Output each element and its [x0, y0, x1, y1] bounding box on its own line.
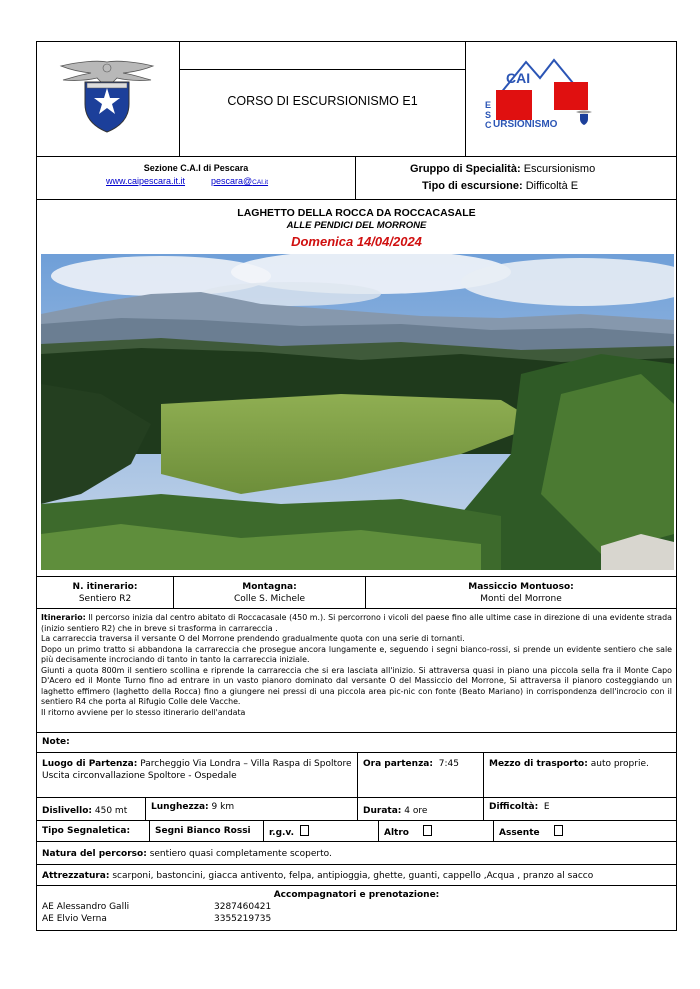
- description-para-1: [41, 613, 672, 634]
- logo-cai-text: CAI: [506, 70, 531, 86]
- transport-label: Mezzo di trasporto:: [489, 759, 588, 769]
- description-label: Itinerario:: [41, 613, 86, 622]
- description-para-3: Dopo un primo tratto si abbandona la carrareccia che prosegue ancora lungamente e, seguendo i segni bianco-rossi, si prende un evidente sentiero che sale più decisamente incrociando di tanto in tanto la carrareccia iniziale.: [41, 644, 672, 664]
- section-name: Sezione C.A.I di Pescara: [143, 163, 249, 173]
- itinerary-cell: [36, 576, 174, 609]
- transport-value: auto proprie.: [590, 759, 649, 769]
- guide-row: [42, 913, 671, 925]
- itinerary-value: Sentiero R2: [78, 594, 132, 604]
- departure-cell: [36, 752, 358, 798]
- duration-label: Durata:: [363, 806, 402, 816]
- logo-escursionismo-text: URSIONISMO: [493, 119, 558, 130]
- notes-label: Note:: [42, 737, 70, 747]
- header-title-topline: [180, 69, 465, 70]
- cai-escursionismo-logo-icon: [482, 54, 622, 144]
- departure-value: Parcheggio Via Londra – Villa Raspa di Spoltore: [140, 759, 352, 769]
- length-cell: [145, 797, 358, 821]
- rgv-cell: [263, 820, 379, 842]
- massif-label: Massiccio Montuoso:: [468, 582, 574, 592]
- description-text-1: Il percorso inizia dal centro abitato di Roccacasale (450 m.). Si percorrono i vicoli del paese fino alle ultime case in direzione di una evidente strada (inizio sentiero R2) che in breve si trasforma in carrareccia .: [41, 613, 672, 633]
- guides-title: Accompagnatori e prenotazione:: [273, 890, 440, 900]
- start-time-cell: [357, 752, 484, 798]
- specialty-row: [410, 163, 595, 175]
- absent-label: Assente: [499, 828, 540, 838]
- section-email-link[interactable]: [211, 176, 268, 188]
- signage-label-cell: [36, 820, 150, 842]
- landscape-photo: [41, 254, 674, 570]
- equipment-label: Attrezzatura:: [42, 871, 110, 881]
- description-para-5: Il ritorno avviene per lo stesso itinerario dell'andata: [41, 707, 246, 717]
- guide-name: AE Alessandro Galli: [42, 902, 130, 912]
- rgv-label: r.g.v.: [269, 828, 294, 838]
- massif-value: Monti del Morrone: [480, 594, 562, 604]
- length-value: 9 km: [211, 802, 235, 812]
- nature-label: Natura del percorso:: [42, 849, 147, 859]
- itinerary-label: N. itinerario:: [72, 582, 138, 592]
- type-value: Difficoltà E: [525, 180, 579, 192]
- massif-cell: [365, 576, 677, 609]
- absent-cell: [493, 820, 677, 842]
- other-label: Altro: [384, 828, 409, 838]
- email-domain: CAI.it: [252, 179, 269, 186]
- transport-cell: [483, 752, 677, 798]
- guide-phone: 3355219735: [214, 914, 272, 924]
- other-checkbox[interactable]: [423, 825, 432, 836]
- start-time-label: Ora partenza:: [363, 759, 433, 769]
- excursion-subtitle: ALLE PENDICI DEL MORRONE: [286, 220, 427, 231]
- absent-checkbox[interactable]: [554, 825, 563, 836]
- signage-label: Tipo Segnaletica:: [42, 826, 131, 836]
- header-logo-right-box: [465, 41, 677, 157]
- difficulty-label: Difficoltà:: [489, 802, 539, 812]
- departure-label: Luogo di Partenza:: [42, 759, 138, 769]
- cai-eagle-emblem-icon: [57, 56, 157, 136]
- departure-line2: Uscita circonvallazione Spoltore - Ospedale: [42, 771, 237, 781]
- guides-cell: [36, 885, 677, 931]
- header-title-box: [179, 41, 466, 157]
- nature-value: sentiero quasi completamente scoperto.: [149, 849, 332, 859]
- type-label: Tipo di escursione:: [422, 180, 523, 192]
- mountain-value: Colle S. Michele: [233, 594, 306, 604]
- rgv-checkbox[interactable]: [300, 825, 309, 836]
- start-time-value: 7:45: [438, 759, 459, 769]
- other-cell: [378, 820, 494, 842]
- difficulty-cell: [483, 797, 677, 821]
- equipment-cell: [36, 864, 677, 886]
- specialty-value: Escursionismo: [523, 163, 596, 175]
- small-cai-emblem-icon: [574, 108, 594, 126]
- guide-row: [42, 901, 671, 913]
- equipment-value: scarponi, bastoncini, giacca antivento, felpa, antipioggia, ghette, guanti, cappello ,Acqua , pranzo al sacco: [112, 871, 594, 881]
- logo-letter-e: E: [485, 100, 492, 110]
- description-para-4: Giunti a quota 800m il sentiero scollina e riprende la carrareccia che si era lasciata all'inizio. Si attraversa quasi in piano una piccola sella fra il Monte Capo D'Acero ed il Monte Turno fino ad entrare in un vasto pianoro dominato dal versante O del Massiccio del Morrone, Si attraversa il pianoro costeggiando un laghetto effimero (laghetto della Rocca) fino a giungere nei pressi di una piccola area pic-nic con fonte (Beato Mariano) in corrispondenza dell'incrocio con il sentiero R4 che porta al Rifugio Colle dele Vacche.: [41, 665, 672, 706]
- guide-name: AE Elvio Verna: [42, 914, 107, 924]
- header-logo-box: [36, 41, 180, 157]
- signage-value-cell: [149, 820, 264, 842]
- nature-cell: [36, 841, 677, 865]
- guide-phone: 3287460421: [214, 902, 272, 912]
- type-row: [422, 180, 578, 192]
- elevation-label: Dislivello:: [42, 806, 93, 816]
- excursion-date: Domenica 14/04/2024: [291, 234, 422, 249]
- notes-cell: [36, 732, 677, 753]
- excursion-title: LAGHETTO DELLA ROCCA DA ROCCACASALE: [237, 207, 476, 219]
- length-label: Lunghezza:: [151, 802, 209, 812]
- mountain-cell: [173, 576, 366, 609]
- signage-value: Segni Bianco Rossi: [155, 826, 251, 836]
- duration-cell: [357, 797, 484, 821]
- difficulty-value: E: [543, 802, 550, 812]
- elevation-value: 450 mt: [94, 806, 128, 816]
- itinerary-description: [36, 608, 677, 733]
- duration-value: 4 ore: [404, 806, 428, 816]
- section-website-link[interactable]: www.caipescara.it.it: [106, 176, 186, 186]
- specialty-label: Gruppo di Specialità:: [410, 163, 521, 175]
- logo-letter-c: C: [485, 120, 492, 130]
- mountain-label: Montagna:: [242, 582, 297, 592]
- description-para-2: La carrareccia traversa il versante O del Morrone prendendo gradualmente quota con una serie di tornanti.: [41, 634, 465, 643]
- logo-letter-s: S: [485, 110, 492, 120]
- course-title: CORSO DI ESCURSIONISMO E1: [227, 94, 418, 108]
- email-user: pescara@: [211, 176, 253, 186]
- elevation-cell: [36, 797, 146, 821]
